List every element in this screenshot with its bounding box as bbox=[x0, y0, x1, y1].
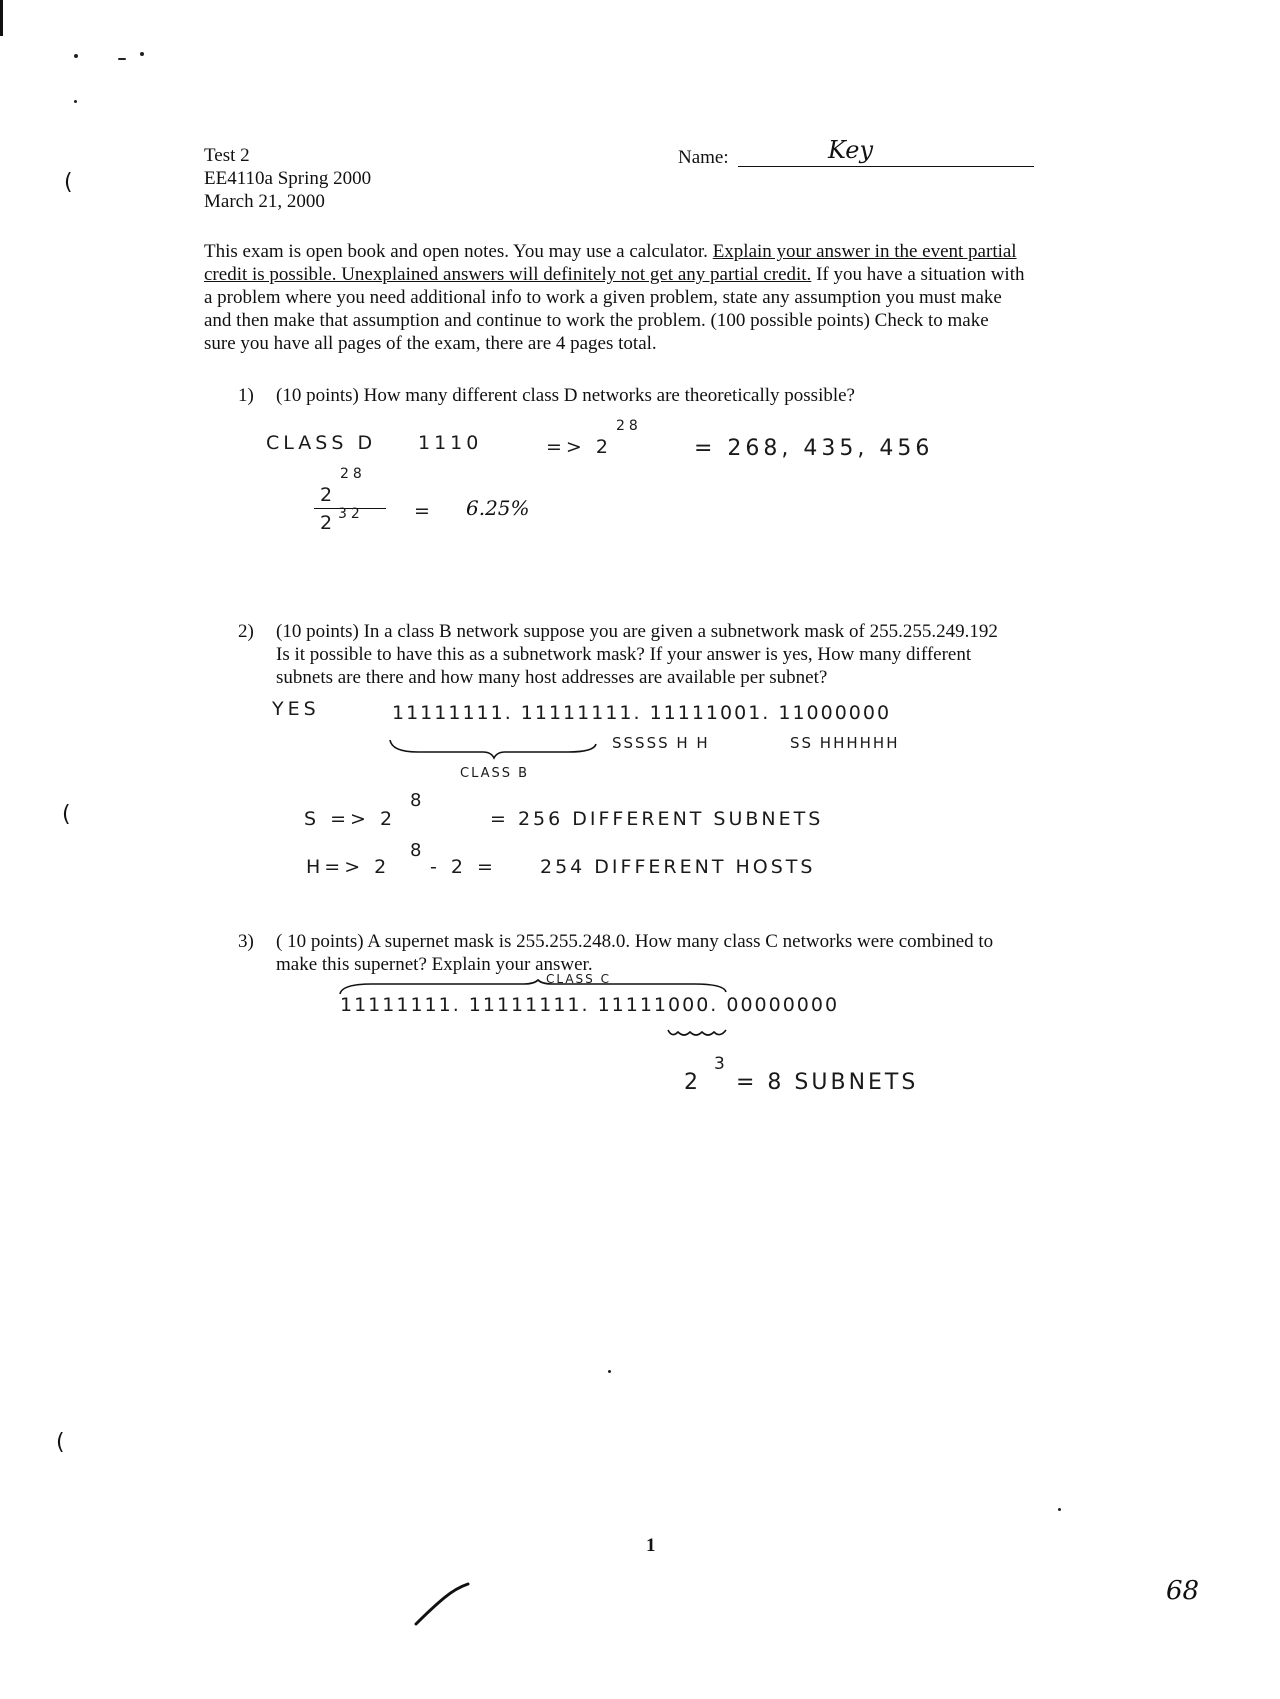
q1-percentage: 6.25% bbox=[466, 496, 530, 520]
q3-binary-mask: 11111111. 11111111. 11111000. 00000000 bbox=[340, 994, 840, 1016]
scan-speck bbox=[74, 100, 77, 103]
margin-paren: ( bbox=[56, 1430, 65, 1455]
q2-subnets-exp: 8 bbox=[410, 790, 426, 811]
q2-class-b-label: CLASS B bbox=[460, 766, 530, 781]
instructions-line: sure you have all pages of the exam, there are 4 pages total. bbox=[204, 333, 657, 354]
q3-result-exp: 3 bbox=[714, 1054, 729, 1074]
test-title: Test 2 bbox=[204, 145, 250, 166]
course-name: EE4110a Spring 2000 bbox=[204, 168, 372, 189]
q2-binary-mask: 11111111. 11111111. 11111001. 11000000 bbox=[392, 702, 892, 724]
q2-hosts-lhs: H=> 2 bbox=[306, 856, 391, 878]
q1-text: (10 points) How many different class D networks are theoretically possible? bbox=[276, 385, 855, 406]
q3-class-c-label: CLASS C bbox=[546, 972, 611, 986]
q1-bits: 1110 bbox=[418, 432, 483, 454]
scan-speck bbox=[140, 52, 144, 56]
instructions-line: and then make that assumption and continue to work the problem. (100 possible points) Check to make bbox=[204, 310, 989, 331]
instructions-line: a problem where you need additional info to work a given problem, state any assumption you must make bbox=[204, 287, 1002, 308]
q1-equals: = bbox=[414, 500, 434, 522]
q2-line: subnets are there and how many host addresses are available per subnet? bbox=[276, 667, 828, 688]
q2-subnets-lhs: S => 2 bbox=[304, 808, 397, 830]
q2-subnet-host-bits-3rd: SSSSS H H bbox=[612, 734, 710, 752]
q1-result: = 268, 435, 456 bbox=[694, 436, 934, 461]
scan-speck bbox=[1058, 1508, 1061, 1511]
scan-edge-mark bbox=[0, 0, 3, 36]
q1-frac-num-exp: 28 bbox=[340, 466, 366, 482]
margin-paren: ( bbox=[62, 802, 71, 827]
instructions bbox=[204, 240, 1124, 355]
instructions-line: credit is possible. Unexplained answers will definitely not get any partial credit. If you have a situation with bbox=[204, 264, 1025, 285]
scan-speck bbox=[74, 54, 78, 58]
q2-line: Is it possible to have this as a subnetwork mask? If your answer is yes, How many different bbox=[276, 644, 972, 665]
q1-number: 1) bbox=[238, 385, 254, 406]
q2-hosts-mid: - 2 = bbox=[430, 856, 497, 878]
q2-class-b-brace bbox=[388, 736, 598, 760]
q3-line: make this supernet? Explain your answer. bbox=[276, 954, 593, 975]
q2-hosts-rhs: 254 DIFFERENT HOSTS bbox=[540, 856, 816, 878]
q3-text bbox=[276, 930, 1116, 976]
q2-text bbox=[276, 620, 1116, 689]
name-value: Key bbox=[828, 136, 874, 164]
pen-stroke-mark bbox=[414, 1582, 470, 1626]
q3-number: 3) bbox=[238, 931, 254, 952]
q3-line: ( 10 points) A supernet mask is 255.255.248.0. How many class C networks were combined to bbox=[276, 931, 994, 952]
q2-subnet-host-bits-4th: SS HHHHHH bbox=[790, 734, 900, 752]
instructions-line: This exam is open book and open notes. You may use a calculator. Explain your answer in the event partial bbox=[204, 241, 1017, 262]
q1-frac-den: 2 bbox=[320, 512, 337, 534]
q2-subnets-rhs: = 256 DIFFERENT SUBNETS bbox=[490, 808, 824, 830]
page-number: 1 bbox=[646, 1535, 656, 1556]
q3-result-base: 2 bbox=[684, 1070, 702, 1095]
name-label: Name: bbox=[678, 147, 729, 168]
q1-frac-den-exp: 32 bbox=[338, 506, 364, 522]
q2-number: 2) bbox=[238, 621, 254, 642]
q1-arrow-power: => 2 bbox=[546, 436, 612, 458]
name-underline bbox=[738, 166, 1034, 167]
q3-host-bits-squiggle bbox=[666, 1026, 730, 1042]
q1-exponent: 28 bbox=[616, 418, 642, 434]
q2-line: (10 points) In a class B network suppose you are given a subnetwork mask of 255.255.249.192 bbox=[276, 621, 998, 642]
margin-paren: ( bbox=[64, 170, 73, 195]
scan-speck bbox=[118, 58, 126, 60]
q3-result: = 8 SUBNETS bbox=[736, 1070, 919, 1095]
exam-date: March 21, 2000 bbox=[204, 191, 325, 212]
q1-class-label: CLASS D bbox=[266, 432, 377, 454]
q2-hosts-exp: 8 bbox=[410, 840, 426, 861]
q2-yes: YES bbox=[272, 698, 320, 720]
score: 68 bbox=[1166, 1576, 1200, 1606]
scan-speck bbox=[608, 1370, 611, 1373]
q1-frac-num: 2 bbox=[320, 484, 337, 506]
